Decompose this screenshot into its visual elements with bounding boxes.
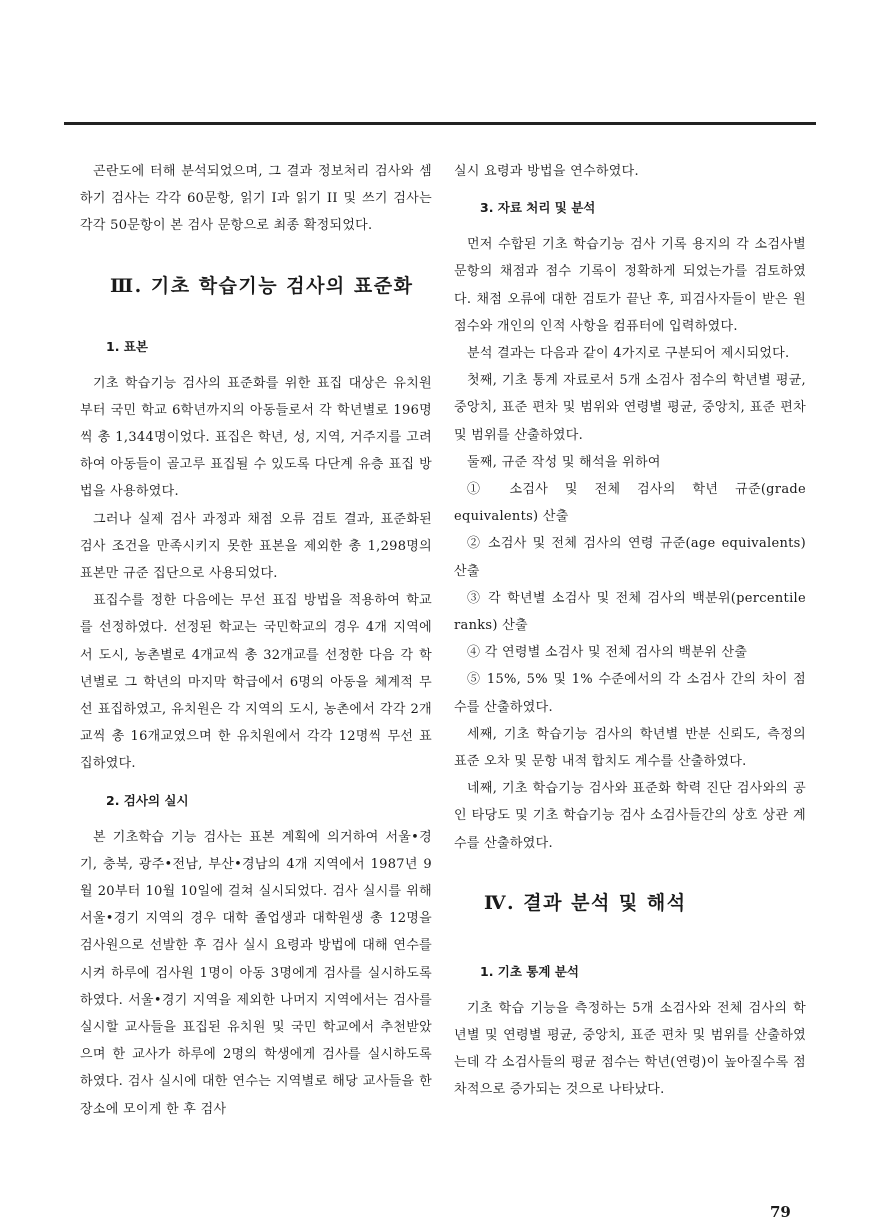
- paragraph: 둘째, 규준 작성 및 해석을 위하여: [467, 454, 661, 470]
- paragraph: 먼저 수합된 기초 학습기능 검사 기록 용지의 각 소검사별 문항의 채점과 점수 기록이 정확하게 되었는가를 검토하였다. 채점 오류에 대한 검토가 끝난 후, 피검사자들이 받은 원점수와 개인의 인적 사항을 컴퓨터에 입력하였다.: [454, 237, 806, 334]
- page-number: 79: [770, 1203, 791, 1221]
- intro-paragraph: 곤란도에 터해 분석되었으며, 그 결과 정보처리 검사와 셈하기 검사는 각각 60문항, 읽기 I과 읽기 II 및 쓰기 검사는 각각 50문항이 본 검사 문항으로 최종 확정되었다.: [80, 164, 432, 234]
- paragraph: 기초 학습기능 검사의 표준화를 위한 표집 대상은 유치원부터 국민 학교 6학년까지의 아동들로서 각 학년별로 196명씩 총 1,344명이었다. 표집은 학년, 성, 지역, 거주지를 고려하여 아동들이 골고루 표집될 수 있도록 다단계 유층 표집 방법을 사용하였다.: [80, 375, 432, 500]
- list-item: ② 소검사 및 전체 검사의 연령 규준(age equivalents) 산출: [454, 536, 806, 579]
- subsection-1-title: 1. 표본: [106, 338, 148, 354]
- paragraph: 첫째, 기초 통계 자료로서 5개 소검사 점수의 학년별 평균, 중앙치, 표준 편차 및 범위와 연령별 평균, 중앙치, 표준 편차 및 범위를 산출하였다.: [454, 373, 806, 443]
- subsection-3-title: 3. 자료 처리 및 분석: [480, 200, 596, 216]
- paragraph: 분석 결과는 다음과 같이 4가지로 구분되어 제시되었다.: [467, 346, 790, 362]
- list-item: ③ 각 학년별 소검사 및 전체 검사의 백분위(percentile ranks) 산출: [454, 590, 806, 634]
- continuation-line: 실시 요령과 방법을 연수하였다.: [454, 164, 639, 179]
- paragraph: 본 기초학습 기능 검사는 표본 계획에 의거하여 서울•경기, 충북, 광주•전남, 부산•경남의 4개 지역에서 1987년 9월 20부터 10월 10일에 걸쳐 실시되었다. 검사 실시를 위해 서울•경기 지역의 경우 대학 졸업생과 대학원생 총 12명을 검사원으로 선발한 후 검사 실시 요령과 방법에 대해 연수를 시켜 하루에 검사원 1명이 아동 3명에게 검사를 실시하도록 하였다. 서울•경기 지역을 제외한 나머지 지역에서는 검사를 실시할 교사들을 표집된 유치원 및 국민 학교에서 추천받았으며 한 교사가 하루에 2명의 학생에게 검사를 실시하도록 하였다. 검사 실시에 대한 연수는 지역별로 해당 교사들을 한 장소에 모이게 한 후 검사: [80, 829, 432, 1117]
- right-column: [454, 158, 806, 1104]
- section-3-title: Ⅲ. 기초 학습기능 검사의 표준화: [110, 274, 414, 297]
- list-item: ① 소검사 및 전체 검사의 학년 규준(grade equivalents) 산출: [454, 482, 806, 525]
- paragraph: 기초 학습 기능을 측정하는 5개 소검사와 전체 검사의 학년별 및 연령별 평균, 중앙치, 표준 편차 및 범위를 산출하였는데 각 소검사들의 평균 점수는 학년(연령)이 높아질수록 점차적으로 증가되는 것으로 나타났다.: [454, 1000, 806, 1098]
- header-rule: [64, 122, 816, 125]
- subsection-2-title: 2. 검사의 실시: [106, 792, 189, 808]
- list-item: ⑤ 15%, 5% 및 1% 수준에서의 각 소검사 간의 차이 점수를 산출하였다.: [454, 672, 806, 715]
- subsection-4-title: 1. 기초 통계 분석: [480, 963, 579, 979]
- paragraph: 그러나 실제 검사 과정과 채점 오류 검토 결과, 표준화된 검사 조건을 만족시키지 못한 표본을 제외한 총 1,298명의 표본만 규준 집단으로 사용되었다.: [80, 511, 432, 582]
- paragraph: 네째, 기초 학습기능 검사와 표준화 학력 진단 검사와의 공인 타당도 및 기초 학습기능 검사 소검사들간의 상호 상관 계수를 산출하였다.: [454, 781, 806, 851]
- left-column: [80, 158, 432, 1123]
- paragraph: 세째, 기초 학습기능 검사의 학년별 반분 신뢰도, 측정의 표준 오차 및 문항 내적 합치도 계수를 산출하였다.: [454, 726, 806, 770]
- section-4-title: Ⅳ. 결과 분석 및 해석: [484, 891, 687, 914]
- paragraph: 표집수를 정한 다음에는 무선 표집 방법을 적용하여 학교를 선정하였다. 선정된 학교는 국민학교의 경우 4개 지역에서 도시, 농촌별로 4개교씩 총 32개교를 선정한 다음 각 학년별로 그 학년의 마지막 학급에서 6명의 아동을 체계적 무선 표집하였고, 유치원은 각 지역의 도시, 농촌에서 각각 2개교씩 총 16개교였으며 한 유치원에서 각각 12명씩 무선 표집하였다.: [80, 593, 432, 772]
- list-item: ④ 각 연령별 소검사 및 전체 검사의 백분위 산출: [467, 645, 748, 661]
